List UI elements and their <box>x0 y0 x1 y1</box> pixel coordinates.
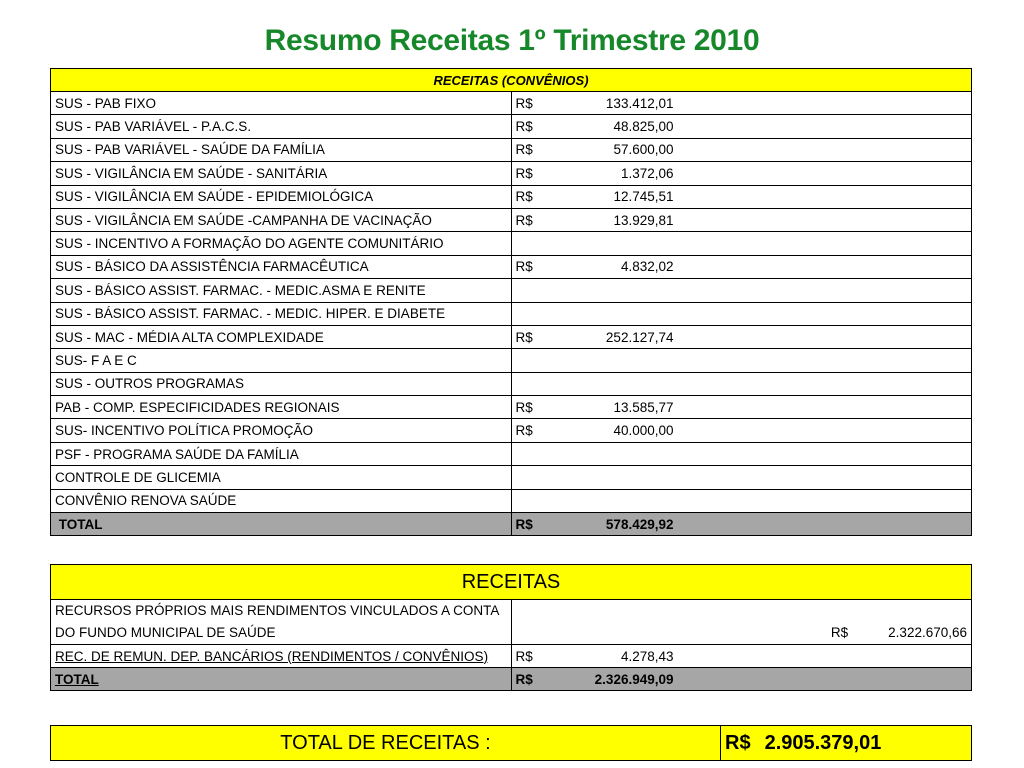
row-value <box>511 162 972 185</box>
row-label: SUS - PAB VARIÁVEL - P.A.C.S. <box>51 115 512 138</box>
convenios-table <box>50 68 972 536</box>
receitas-header: RECEITAS <box>51 565 972 600</box>
table-row <box>51 138 972 161</box>
row-value <box>511 92 972 115</box>
row-label: SUS- F A E C <box>51 349 512 372</box>
row-label: SUS - INCENTIVO A FORMAÇÃO DO AGENTE COMUNITÁRIO <box>51 232 512 255</box>
row-value <box>511 279 972 302</box>
receitas-header-row <box>51 565 972 600</box>
row-value <box>511 302 972 325</box>
total-label: TOTAL <box>51 513 512 536</box>
row-currency: R$ <box>515 119 533 135</box>
row-value <box>511 466 972 489</box>
table-row <box>51 442 972 465</box>
row-label: SUS - PAB VARIÁVEL - SAÚDE DA FAMÍLIA <box>51 138 512 161</box>
row-amount: 133.412,01 <box>605 95 674 111</box>
row-label: SUS- INCENTIVO POLÍTICA PROMOÇÃO <box>51 419 512 442</box>
total-currency: R$ <box>515 671 533 687</box>
row-value <box>511 255 972 278</box>
table-row <box>51 162 972 185</box>
row-amount: 13.585,77 <box>613 399 674 415</box>
total-label <box>51 668 512 691</box>
grand-total-amount: 2.905.379,01 <box>764 731 882 754</box>
row-amount: 252.127,74 <box>605 329 674 345</box>
row-value <box>511 489 972 512</box>
table-row <box>51 232 972 255</box>
row-value <box>511 349 972 372</box>
total-amount: 2.326.949,09 <box>594 671 674 687</box>
row-value <box>511 372 972 395</box>
grand-total-value <box>721 726 972 761</box>
row-amount: 4.832,02 <box>620 259 674 275</box>
row-value <box>511 232 972 255</box>
row-amount: 2.322.670,66 <box>888 625 967 640</box>
row-currency: R$ <box>515 165 533 181</box>
grand-total-label: TOTAL DE RECEITAS : <box>51 726 721 761</box>
row-label: CONTROLE DE GLICEMIA <box>51 466 512 489</box>
row-value <box>511 325 972 348</box>
row-currency: R$ <box>515 399 533 415</box>
table-row <box>51 279 972 302</box>
receitas-table <box>50 564 972 691</box>
row-currency: R$ <box>515 423 533 439</box>
grand-total-row <box>51 726 972 761</box>
row-currency: R$ <box>515 259 533 275</box>
table-row <box>51 600 972 645</box>
row-currency: R$ <box>830 625 849 640</box>
row-currency: R$ <box>515 329 533 345</box>
row-value <box>511 138 972 161</box>
row-label: RECURSOS PRÓPRIOS MAIS RENDIMENTOS VINCULADOS A CONTA DO FUNDO MUNICIPAL DE SAÚDE <box>51 600 512 645</box>
convenios-header: RECEITAS (CONVÊNIOS) <box>51 69 972 92</box>
convenios-total-row <box>51 513 972 536</box>
row-label: SUS - OUTROS PROGRAMAS <box>51 372 512 395</box>
row-value <box>511 645 972 668</box>
row-value <box>511 208 972 231</box>
total-label-text: TOTAL <box>55 671 99 687</box>
row-value <box>511 600 972 645</box>
table-row <box>51 255 972 278</box>
row-label: SUS - MAC - MÉDIA ALTA COMPLEXIDADE <box>51 325 512 348</box>
row-amount: 1.372,06 <box>620 165 674 181</box>
total-value <box>511 513 972 536</box>
total-value <box>511 668 972 691</box>
row-value <box>511 419 972 442</box>
table-row <box>51 208 972 231</box>
row-amount: 12.745,51 <box>613 189 674 205</box>
receitas-total-row <box>51 668 972 691</box>
row-label <box>51 645 512 668</box>
row-label: SUS - BÁSICO ASSIST. FARMAC. - MEDIC.ASMA E RENITE <box>51 279 512 302</box>
table-row <box>51 185 972 208</box>
table-row <box>51 349 972 372</box>
row-amount: 13.929,81 <box>613 212 674 228</box>
row-label: CONVÊNIO RENOVA SAÚDE <box>51 489 512 512</box>
table-row <box>51 466 972 489</box>
row-currency: R$ <box>515 189 533 205</box>
row-currency: R$ <box>515 648 533 664</box>
row-label: SUS - PAB FIXO <box>51 92 512 115</box>
table-row <box>51 396 972 419</box>
table-row <box>51 115 972 138</box>
page-title: Resumo Receitas 1º Trimestre 2010 <box>264 24 760 57</box>
table-row <box>51 419 972 442</box>
row-currency: R$ <box>515 142 533 158</box>
row-amount: 48.825,00 <box>613 119 674 135</box>
row-currency: R$ <box>515 212 533 228</box>
row-value <box>511 442 972 465</box>
row-amount: 57.600,00 <box>613 142 674 158</box>
table-row <box>51 372 972 395</box>
row-value <box>511 115 972 138</box>
row-value <box>511 396 972 419</box>
row-label: SUS - VIGILÂNCIA EM SAÚDE - EPIDEMIOLÓGICA <box>51 185 512 208</box>
row-label: SUS - BÁSICO DA ASSISTÊNCIA FARMACÊUTICA <box>51 255 512 278</box>
row-label: SUS - BÁSICO ASSIST. FARMAC. - MEDIC. HIPER. E DIABETE <box>51 302 512 325</box>
table-row <box>51 645 972 668</box>
row-label: PSF - PROGRAMA SAÚDE DA FAMÍLIA <box>51 442 512 465</box>
total-amount: 578.429,92 <box>605 516 674 532</box>
row-amount: 40.000,00 <box>613 423 674 439</box>
row-label-text: REC. DE REMUN. DEP. BANCÁRIOS (RENDIMENTOS / CONVÊNIOS) <box>55 648 489 664</box>
row-currency: R$ <box>515 95 533 111</box>
row-label: SUS - VIGILÂNCIA EM SAÚDE -CAMPANHA DE VACINAÇÃO <box>51 208 512 231</box>
row-value <box>511 185 972 208</box>
table-row <box>51 325 972 348</box>
total-currency: R$ <box>515 516 533 532</box>
convenios-header-row <box>51 69 972 92</box>
grand-total-currency: R$ <box>725 731 751 754</box>
grand-total-table <box>50 725 972 761</box>
table-row <box>51 302 972 325</box>
row-label: SUS - VIGILÂNCIA EM SAÚDE - SANITÁRIA <box>51 162 512 185</box>
row-amount: 4.278,43 <box>620 648 674 664</box>
row-label: PAB - COMP. ESPECIFICIDADES REGIONAIS <box>51 396 512 419</box>
table-row <box>51 489 972 512</box>
table-row <box>51 92 972 115</box>
